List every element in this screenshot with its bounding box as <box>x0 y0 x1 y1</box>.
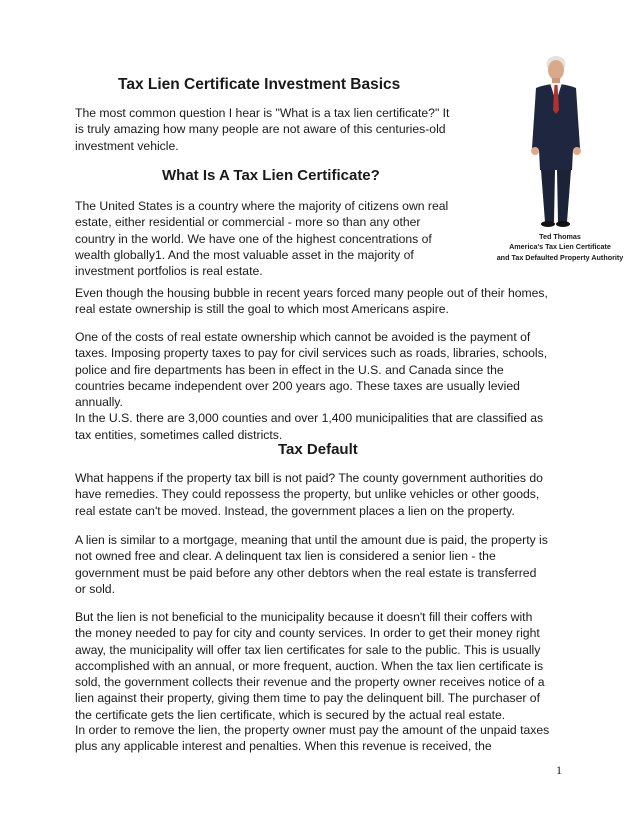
author-left-leg <box>541 170 555 222</box>
section2-paragraph-1: What happens if the property tax bill is not paid? The county government authorities do have remedies. They could repossess the property, but unlike vehicles or other goods, real estate can't be moved. Instead, the government places a lien on the property. <box>75 471 543 518</box>
section2-paragraph-3: But the lien is not beneficial to the municipality because it doesn't fill their coffers with the money needed to pay for city and county services. In order to get their money right away, the municipality will offer tax lien certificates for sale to the public. This is usually accomplished with an annual, or more frequent, auction. When the tax lien certificate is sold, the government collects their revenue and the property owner receives notice of a lien against their property, giving them time to pay the delinquent bill. The purchaser of the certificate gets the lien certificate, which is secured by the actual real estate. <box>75 610 545 722</box>
author-left-hand <box>531 147 539 155</box>
intro-paragraph: The most common question I hear is "What is a tax lien certificate?" It is truly amazing how many people are not aware of this centuries-old investment vehicle. <box>75 106 450 153</box>
section1-paragraph-2: Even though the housing bubble in recent years forced many people out of their homes, real estate ownership is still the goal to which most Americans aspire. <box>75 286 548 317</box>
section-heading-tax-default: Tax Default <box>278 441 358 458</box>
section1-paragraph-1: The United States is a country where the majority of citizens own real estate, either residential or commercial - more so than any other country in the world. We have one of the highest concentrations of wealth globally1. And the most valuable asset in the majority of investment portfolios is real estate. <box>75 199 449 279</box>
author-right-leg <box>557 170 571 222</box>
section2-paragraph-2: A lien is similar to a mortgage, meaning that until the amount due is paid, the property is not owned free and clear. A delinquent tax lien is considered a senior lien - the government must be paid before any other debtors when the real estate is transferred or sold. <box>75 533 548 596</box>
section2-paragraph-4: In order to remove the lien, the property owner must pay the amount of the unpaid taxes plus any applicable interest and penalties. When this revenue is received, the <box>75 723 550 754</box>
section1-paragraph-3: One of the costs of real estate ownership which cannot be avoided is the payment of taxes. Imposing property taxes to pay for civil services such as roads, libraries, schools, police and fire departments has been in effect in the U.S. and Canada since the countries became independent over 200 years ago. These taxes are usually levied annually. In the U.S. there are 3,000 counties and over 1,400 municipalities that are classified as tax entities, sometimes called districts. <box>75 330 548 442</box>
caption-name: Ted Thomas <box>539 232 581 241</box>
author-right-hand <box>573 147 581 155</box>
page-number: 1 <box>556 763 562 777</box>
caption-line-1: America's Tax Lien Certificate <box>509 242 611 252</box>
caption-line-2: and Tax Defaulted Property Authority <box>496 252 624 262</box>
section-heading-what-is: What Is A Tax Lien Certificate? <box>162 167 380 184</box>
author-face <box>548 60 564 80</box>
author-right-shoe <box>556 221 570 227</box>
photo-caption <box>484 232 636 263</box>
author-photo <box>526 52 586 230</box>
author-left-shoe <box>541 221 555 227</box>
page-title: Tax Lien Certificate Investment Basics <box>118 76 401 93</box>
